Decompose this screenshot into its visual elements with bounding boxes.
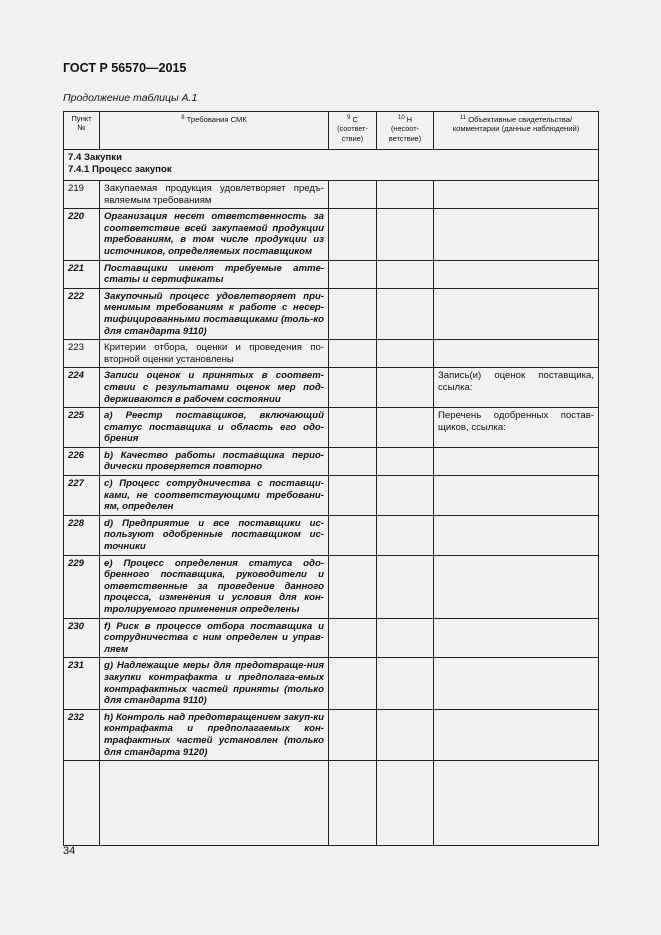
nonconformity-cell (377, 476, 434, 516)
evidence-cell (434, 209, 599, 260)
header-nonconformity: $^{10}$ Н (несоот-ветствие) (377, 112, 434, 150)
empty-cell (100, 761, 329, 846)
item-number: 223 (64, 340, 100, 368)
evidence-cell (434, 340, 599, 368)
item-number: 225 (64, 408, 100, 448)
section-heading (64, 150, 599, 181)
requirement-text: Закупочный процесс удовлетворяет при-менимым требованиям к работе с несер-тифицированными поставщиками (толь-ко для стандарта 9110) (100, 288, 329, 339)
item-number: 227 (64, 476, 100, 516)
document-title: ГОСТ Р 56570—2015 (63, 61, 187, 75)
header-item-number: Пункт № (64, 112, 100, 150)
nonconformity-cell (377, 555, 434, 618)
nonconformity-cell (377, 408, 434, 448)
requirement-text: Закупаемая продукция удовлетворяет предъ-являемым требованиям (100, 181, 329, 209)
conformity-cell (329, 181, 377, 209)
conformity-cell (329, 709, 377, 760)
evidence-cell (434, 658, 599, 709)
requirement-text: b) Качество работы поставщика перио-дически проверяется повторно (100, 447, 329, 475)
item-number: 219 (64, 181, 100, 209)
conformity-cell (329, 555, 377, 618)
conformity-cell (329, 658, 377, 709)
nonconformity-cell (377, 618, 434, 658)
conformity-cell (329, 288, 377, 339)
nonconformity-cell (377, 209, 434, 260)
header-conformity: $^9$ С (соответ-ствие) (329, 112, 377, 150)
nonconformity-cell (377, 340, 434, 368)
table-row (64, 709, 599, 760)
evidence-cell: Перечень одобренных постав-щиков, ссылка: (434, 408, 599, 448)
conformity-cell (329, 368, 377, 408)
requirement-text: Записи оценок и принятых в соответ-ствии с результатами оценок мер под-держиваются в рабочем состоянии (100, 368, 329, 408)
table-row (64, 658, 599, 709)
item-number: 231 (64, 658, 100, 709)
header-objective-evidence: $^{11}$ Объективные свидетельства/ комментарии (данные наблюдений) (434, 112, 599, 150)
evidence-cell (434, 709, 599, 760)
conformity-cell (329, 447, 377, 475)
conformity-cell (329, 408, 377, 448)
header-requirements: $^8$ Требования СМК (100, 112, 329, 150)
empty-cell (329, 761, 377, 846)
table-row (64, 476, 599, 516)
table-row (64, 209, 599, 260)
nonconformity-cell (377, 709, 434, 760)
evidence-cell (434, 515, 599, 555)
requirement-text: Поставщики имеют требуемые атте-статы и сертификаты (100, 260, 329, 288)
conformity-cell (329, 618, 377, 658)
table-row (64, 515, 599, 555)
table-row (64, 181, 599, 209)
item-number: 232 (64, 709, 100, 760)
item-number: 230 (64, 618, 100, 658)
table-caption: Продолжение таблицы А.1 (63, 92, 198, 104)
table-row (64, 368, 599, 408)
nonconformity-cell (377, 181, 434, 209)
subsection-title: 7.4.1 Процесс закупок (68, 163, 172, 175)
nonconformity-cell (377, 515, 434, 555)
table-row (64, 260, 599, 288)
item-number: 228 (64, 515, 100, 555)
table-row (64, 555, 599, 618)
nonconformity-cell (377, 447, 434, 475)
table-header-row (64, 112, 599, 150)
empty-cell (377, 761, 434, 846)
evidence-cell (434, 476, 599, 516)
requirement-text: a) Реестр поставщиков, включающий статус поставщика и область его одо-брения (100, 408, 329, 448)
requirement-text: h) Контроль над предотвращением закуп-ки контрафакта и предполагаемых кон-трафактных частей установлен (только для стандарта 9120) (100, 709, 329, 760)
nonconformity-cell (377, 260, 434, 288)
section-row (64, 150, 599, 181)
item-number: 221 (64, 260, 100, 288)
conformity-cell (329, 260, 377, 288)
conformity-cell (329, 209, 377, 260)
evidence-cell (434, 555, 599, 618)
requirement-text: f) Риск в процессе отбора поставщика и сотрудничества с ним определен и управ-ляем (100, 618, 329, 658)
table-row (64, 288, 599, 339)
conformity-cell (329, 515, 377, 555)
page-number: 34 (63, 845, 76, 857)
table-row (64, 447, 599, 475)
evidence-cell: Запись(и) оценок поставщика, ссылка: (434, 368, 599, 408)
evidence-cell (434, 618, 599, 658)
item-number: 222 (64, 288, 100, 339)
section-title: 7.4 Закупки (68, 152, 122, 163)
requirement-text: g) Надлежащие меры для предотвраще-ния закупки контрафакта и предполага-емых контрафактных частей приняты (только для стандарта 9110) (100, 658, 329, 709)
empty-cell (64, 761, 100, 846)
requirement-text: e) Процесс определения статуса одо-бренного поставщика, руководители и ответственные за проведение данного процесса, изменения и условия для кон-тролируемого применения определены (100, 555, 329, 618)
empty-row (64, 761, 599, 846)
evidence-cell (434, 288, 599, 339)
requirement-text: Организация несет ответственность за соответствие всей закупаемой продукции требованиям, в том числе продукции из источников, определяемых поставщиком (100, 209, 329, 260)
nonconformity-cell (377, 288, 434, 339)
requirement-text: c) Процесс сотрудничества с поставщи-ками, не соответствующими требовани-ям, определен (100, 476, 329, 516)
requirement-text: Критерии отбора, оценки и проведения по-вторной оценки установлены (100, 340, 329, 368)
item-number: 224 (64, 368, 100, 408)
table-row (64, 340, 599, 368)
empty-cell (434, 761, 599, 846)
requirements-table (63, 111, 599, 846)
item-number: 226 (64, 447, 100, 475)
evidence-cell (434, 181, 599, 209)
item-number: 229 (64, 555, 100, 618)
table-row (64, 618, 599, 658)
conformity-cell (329, 476, 377, 516)
conformity-cell (329, 340, 377, 368)
item-number: 220 (64, 209, 100, 260)
nonconformity-cell (377, 658, 434, 709)
evidence-cell (434, 447, 599, 475)
evidence-cell (434, 260, 599, 288)
table-row (64, 408, 599, 448)
nonconformity-cell (377, 368, 434, 408)
requirement-text: d) Предприятие и все поставщики ис-пользуют одобренные поставщиком ис-точники (100, 515, 329, 555)
